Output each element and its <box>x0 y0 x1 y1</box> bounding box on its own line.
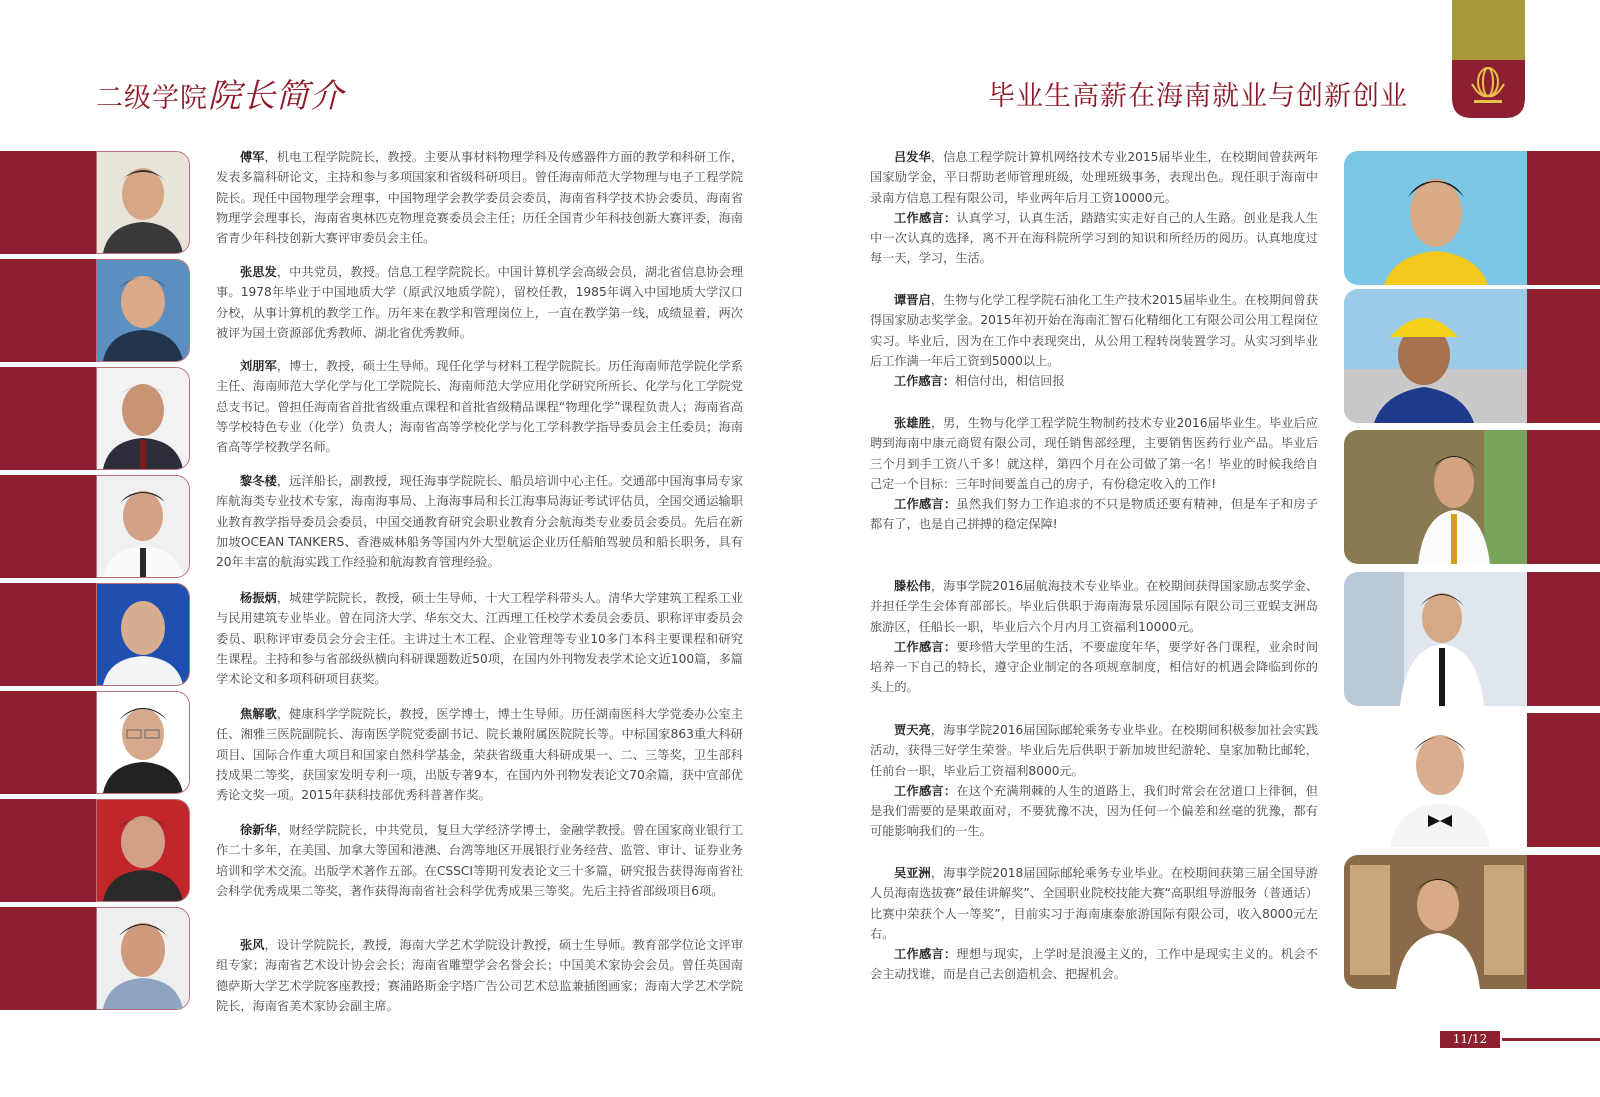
left-page-title <box>96 70 344 117</box>
dean-name: 黎冬楼 <box>240 474 277 488</box>
dean-bio-text: ，财经学院院长，中共党员，复旦大学经济学博士，金融学教授。曾在国家商业银行工作二十多年，在美国、加拿大等国和港澳、台湾等地区开展银行业务经营、监管、审计、证券业务培训和学术交流。出版学术著作五部。在CSSCI等期刊发表论文三十多篇，研究报告获得海南省社会科学优秀成果二等奖，著作获得海南省社会科学优秀成果三等奖。先后主持省部级项目6项。 <box>216 823 744 898</box>
graduate-row <box>1344 713 1600 847</box>
graduate-photo <box>1344 289 1527 423</box>
page-number: 11/12 <box>1440 1031 1500 1048</box>
dean-bio <box>216 262 743 343</box>
graduate-row <box>1344 151 1600 285</box>
graduate-row <box>1344 855 1600 989</box>
dean-bio <box>216 471 743 572</box>
graduate-name: 贾天亮 <box>894 723 931 737</box>
work-feeling-text: 理想与现实，上学时是浪漫主义的，工作中是现实主义的。机会不会主动找谁，而是自己去创造机会、把握机会。 <box>870 947 1319 982</box>
graduate-photo <box>1344 572 1527 706</box>
dean-row <box>0 691 200 794</box>
dean-row <box>0 907 200 1010</box>
graduate-bio-text: ，海事学院2016届国际邮轮乘务专业毕业。在校期间积极参加社会实践活动，获得三好学生荣誉。毕业后先后供职于新加坡世纪游轮、皇家加勒比邮轮，任前台一职，毕业后工资福利8000元。 <box>870 723 1318 778</box>
dean-photo <box>96 583 190 686</box>
dean-bio-text: ，远洋船长，副教授，现任海事学院院长、船员培训中心主任。交通部中国海事局专家库航海类专业技术专家，海南海事局、上海海事局和长江海事局海证考试评估员，全国交通运输职业教育教学指导委员会委员，中国交通教育研究会职业教育分会航海类专业委员会委员。先后在新加坡OCEAN TANKERS、香港威林船务等国内外大型航运企业历任船舶驾驶员和船长职务，具有20年丰富的航海实践工作经验和航海教育管理经验。 <box>216 474 744 570</box>
dean-row <box>0 475 200 578</box>
dean-photo <box>96 151 190 254</box>
graduate-bio-text: ，信息工程学院计算机网络技术专业2015届毕业生，在校期间曾获两年国家励学金，平日帮助老师管理班级，处理班级事务，表现出色。现任职于海南中录南方信息工程有限公司，毕业两年后月工资10000元。 <box>870 150 1318 205</box>
work-feeling-label: 工作感言： <box>894 497 957 512</box>
dean-photo <box>96 259 190 362</box>
dean-name: 徐新华 <box>240 823 277 837</box>
graduate-bio <box>870 147 1318 269</box>
left-title-main: 二级学院 <box>96 83 208 114</box>
dean-bio-text: ，机电工程学院院长，教授。主要从事材料物理学科及传感器件方面的教学和科研工作，发表多篇科研论文，主持和参与多项国家和省级科研项目。曾任海南师范大学物理与电子工程学院院长。现任中国物理学会理事，中国物理学会教学委员会委员，海南省科学技术协会委员，海南省物理学会理事长，海南省奥林匹克物理竞赛委员会主任；历任全国青少年科技创新大赛评委，海南省青少年科技创新大赛评审委员会主任。 <box>216 150 744 246</box>
dean-bio <box>216 356 743 457</box>
work-feeling-label: 工作感言： <box>894 210 957 225</box>
page-number-bar <box>1440 1031 1600 1048</box>
dean-name: 傅军 <box>240 150 265 164</box>
graduate-name: 吴亚洲 <box>894 866 931 880</box>
dean-row <box>0 799 200 902</box>
work-feeling-text: 虽然我们努力工作追求的不只是物质还要有精神，但是车子和房子都有了，也是自己拼搏的稳定保障! <box>870 497 1319 532</box>
dean-photo <box>96 475 190 578</box>
dean-bio-text: ，博士，教授，硕士生导师。现任化学与材料工程学院院长。历任海南师范学院化学系主任、海南师范大学化学与化工学院院长、海南师范大学应用化学研究所所长、化学与化工学院党总支书记。曾担任海南省首批省级重点课程和首批省级精品课程“物理化学”课程负责人；海南省高等学校特色专业（化学）负责人；海南省高等学校化学与化工学科教学指导委员会主任委员；海南省高等学校教学名师。 <box>216 359 744 455</box>
graduate-bio <box>870 576 1318 698</box>
graduate-bio-text: ，男，生物与化学工程学院生物制药技术专业2016届毕业生。毕业后应聘到海南中康元商贸有限公司，现任销售部经理，主要销售医药行业产品。毕业后三个月到手工资八千多！就这样，第四个月在公司做了第一名！毕业的时候我给自己定一个目标：三年时间要盖自己的房子，有份稳定收入的工作! <box>870 416 1318 491</box>
work-feeling-label: 工作感言： <box>894 947 957 962</box>
dean-name: 张思发 <box>240 265 277 279</box>
work-feeling-text: 认真学习，认真生活，踏踏实实走好自己的人生路。创业是我人生中一次认真的选择，离不开在海科院所学习到的知识和所经历的阅历。认真地度过每一天，学习，生活。 <box>870 210 1319 266</box>
dean-photo <box>96 367 190 470</box>
dean-photo <box>96 691 190 794</box>
graduate-name: 吕发华 <box>894 150 931 164</box>
dean-row <box>0 151 200 254</box>
graduate-bio-text: ，海事学院2016届航海技术专业毕业。在校期间获得国家励志奖学金、并担任学生会体育部部长。毕业后供职于海南海景乐园国际有限公司三亚蜈支洲岛旅游区，任船长一职，毕业后六个月内月工资福利10000元。 <box>870 579 1318 634</box>
work-feeling-text: 相信付出，相信回报 <box>954 374 1065 389</box>
work-feeling-text: 要珍惜大学里的生活，不要虚度年华，要学好各门课程，业余时间培养一下自己的特长，遵守企业制定的各项规章制度，相信好的机遇会降临到你的头上的。 <box>870 639 1319 695</box>
dean-row <box>0 367 200 470</box>
work-feeling-label: 工作感言： <box>894 374 955 389</box>
graduate-name: 谭晋启 <box>894 293 931 307</box>
left-title-script: 院长简介 <box>208 76 344 115</box>
dean-bio <box>216 935 743 1016</box>
dean-bio <box>216 704 743 805</box>
graduate-bio-text: ，海事学院2018届国际邮轮乘务专业毕业。在校期间获第三届全国导游人员海南选拔赛“最佳讲解奖”、全国职业院校技能大赛“高职组导游服务（普通话）比赛中荣获个人一等奖”，目前实习于海南康泰旅游国际有限公司，收入8000元左右。 <box>870 866 1318 941</box>
graduate-photo <box>1344 713 1527 847</box>
right-page-title: 毕业生高薪在海南就业与创新创业 <box>988 81 1408 112</box>
graduate-bio-text: ，生物与化学工程学院石油化工生产技术2015届毕业生。在校期间曾获得国家励志奖学金。2015年初开始在海南汇智石化精细化工有限公司公用工程岗位实习。毕业后，因为在工作中表现突出，从公用工程转岗装置学习。从实习到毕业后工作满一年后工资到5000以上。 <box>870 293 1318 368</box>
dean-name: 张风 <box>240 938 265 952</box>
school-logo-icon <box>1452 0 1525 118</box>
graduate-bio <box>870 413 1318 535</box>
work-feeling-label: 工作感言： <box>894 639 957 654</box>
graduate-photo <box>1344 151 1527 285</box>
dean-bio-text: ，健康科学学院院长，教授，医学博士，博士生导师。历任湖南医科大学党委办公室主任、湘雅三医院副院长、海南医学院党委副书记、院长兼附属医院院长等。中标国家863重大科研项目、国际合作重大项目和国家自然科学基金，荣获省级重大科研成果一、二、三等奖，卫生部科技成果二等奖，获国家发明专利一项，出版专著9本，在国内外刊物发表论文70余篇，获中宣部优秀论文奖一项。2015年获科技部优秀科普著作奖。 <box>216 707 744 803</box>
dean-bio-text: ，城建学院院长，教授，硕士生导师，十大工程学科带头人。清华大学建筑工程系工业与民用建筑专业毕业。曾在同济大学、华东交大、江西理工任校学术委员会委员、职称评审委员会委员、职称评审委员会分会主任。主讲过土木工程、企业管理等专业10多门本科主要课程和研究生课程。主持和参与省部级纵横向科研课题数近50项，在国内外刊物发表学术论文近100篇，多篇学术论文和多项科研项目获奖。 <box>216 591 744 687</box>
dean-bio <box>216 820 743 901</box>
graduate-photo <box>1344 430 1527 564</box>
graduate-row <box>1344 572 1600 706</box>
dean-photo <box>96 799 190 902</box>
graduate-name: 滕松伟 <box>894 579 931 593</box>
work-feeling-text: 在这个充满荆棘的人生的道路上，我们时常会在岔道口上徘徊，但是我们需要的是果敢面对，不要犹豫不决，因为任何一个偏差和丝毫的犹豫，都有可能影响我们的一生。 <box>870 783 1319 839</box>
work-feeling-label: 工作感言： <box>894 783 957 798</box>
graduate-row <box>1344 289 1600 423</box>
dean-bio-text: ，中共党员，教授。信息工程学院院长。中国计算机学会高级会员，湖北省信息协会理事。1978年毕业于中国地质大学（原武汉地质学院），留校任教，1985年调入中国地质大学汉口分校，从事计算机的教学工作。历年来在教学和管理岗位上，一直在教学第一线，成绩显着，两次被评为国土资源部优秀教师、湖北省优秀教师。 <box>216 265 744 340</box>
dean-row <box>0 259 200 362</box>
graduate-name: 张雄胜 <box>894 416 931 430</box>
graduate-bio <box>870 720 1318 842</box>
dean-name: 焦解歌 <box>240 707 277 721</box>
dean-photo <box>96 907 190 1010</box>
dean-name: 刘朋军 <box>240 359 277 373</box>
graduate-photo <box>1344 855 1527 989</box>
dean-bio <box>216 588 743 689</box>
dean-row <box>0 583 200 686</box>
graduate-bio <box>870 863 1318 985</box>
dean-bio-text: ，设计学院院长，教授，海南大学艺术学院设计教授，硕士生导师。教育部学位论文评审组专家；海南省艺术设计协会会长；海南省雕塑学会名誉会长；中国美术家协会会员。曾任英国南德萨斯大学艺术学院客座教授；赛浦路斯金字塔广告公司艺术总监兼插图画家；海南大学艺术学院院长，海南省美术家协会副主席。 <box>216 938 744 1013</box>
dean-name: 杨振炳 <box>240 591 277 605</box>
dean-bio <box>216 147 743 248</box>
graduate-row <box>1344 430 1600 564</box>
graduate-bio <box>870 290 1318 391</box>
